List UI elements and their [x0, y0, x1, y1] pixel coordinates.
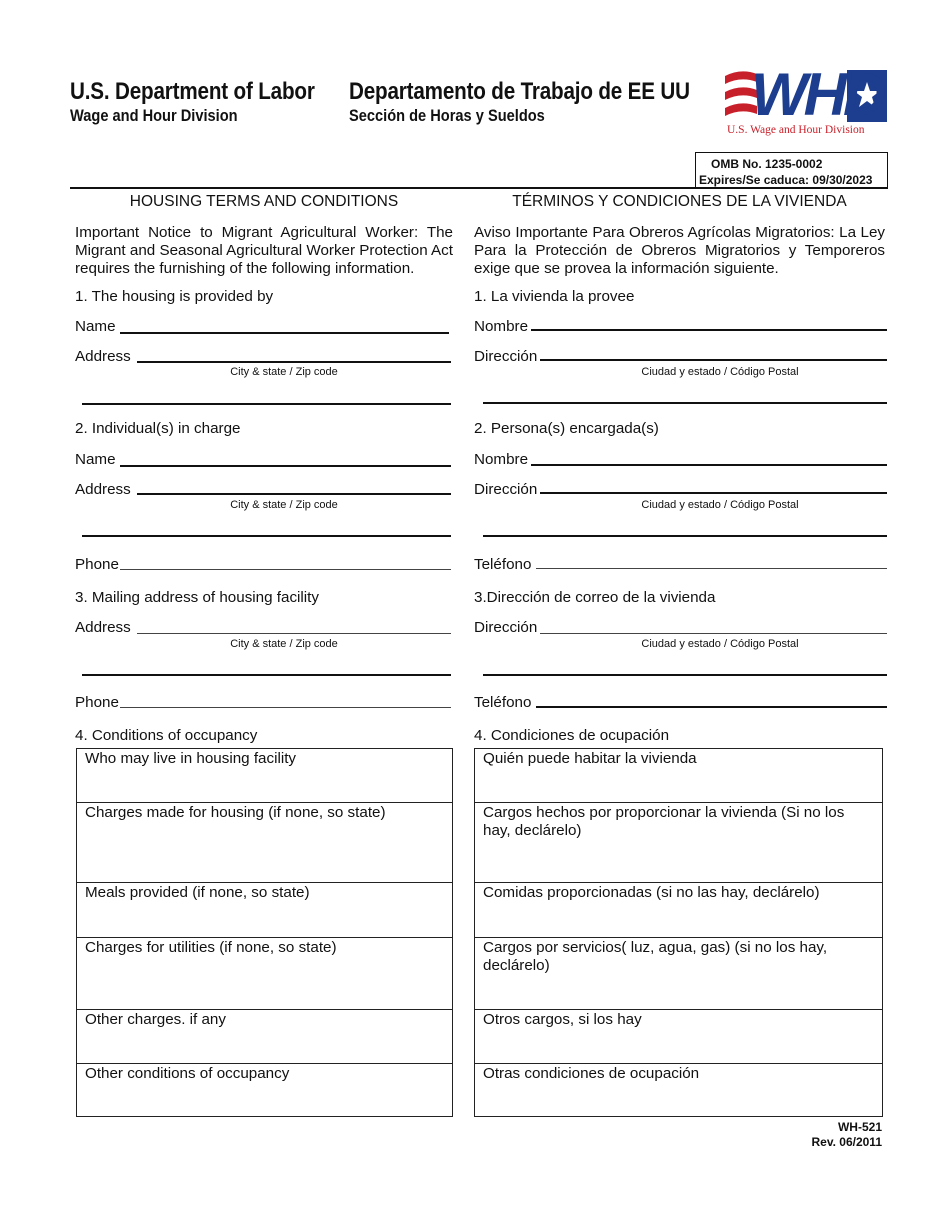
s3-address-label-es: Dirección — [474, 619, 538, 636]
division-en: Wage and Hour Division — [70, 106, 238, 125]
s2-address-label-en: Address — [75, 481, 131, 498]
header-rule — [70, 187, 888, 189]
form-number-block — [760, 1120, 882, 1150]
s1-address-label-es: Dirección — [474, 348, 538, 365]
s3-address-label-en: Address — [75, 619, 131, 636]
s2-address-field-en[interactable] — [137, 493, 451, 495]
condition-cell-es[interactable]: Cargos por servicios( luz, agua, gas) (si no los hay, declárelo) — [475, 938, 882, 1010]
whd-logo — [723, 61, 889, 142]
dept-title-es: Departamento de Trabajo de EE UU — [349, 78, 690, 105]
condition-cell-en[interactable]: Meals provided (if none, so state) — [77, 883, 452, 938]
s3-phone-label-en: Phone — [75, 694, 119, 711]
s3-city-field-es[interactable] — [483, 674, 887, 676]
s2-city-field-en[interactable] — [82, 535, 451, 537]
form-revision: Rev. 06/2011 — [811, 1135, 882, 1149]
s2-address-label-es: Dirección — [474, 481, 538, 498]
condition-cell-en[interactable]: Charges made for housing (if none, so state) — [77, 803, 452, 883]
s3-phone-field-en[interactable] — [120, 707, 451, 708]
s2-phone-field-es[interactable] — [536, 568, 887, 569]
condition-cell-en[interactable]: Other charges. if any — [77, 1010, 452, 1064]
s3-heading-es: 3.Dirección de correo de la vivienda — [474, 589, 716, 606]
s3-heading-en: 3. Mailing address of housing facility — [75, 589, 319, 606]
s2-name-label-en: Name — [75, 451, 116, 468]
s1-name-label-en: Name — [75, 318, 116, 335]
condition-cell-es[interactable]: Otras condiciones de ocupación — [483, 1065, 700, 1082]
s2-name-label-es: Nombre — [474, 451, 529, 468]
omb-box — [695, 152, 888, 189]
s3-city-field-en[interactable] — [82, 674, 451, 676]
s2-heading-en: 2. Individual(s) in charge — [75, 420, 241, 437]
condition-cell-en[interactable]: Charges for utilities (if none, so state) — [77, 938, 452, 1010]
s1-heading-es: 1. La vivienda la provee — [474, 288, 635, 305]
s1-heading-en: 1. The housing is provided by — [75, 288, 274, 305]
s3-caption-en: City & state / Zip code — [230, 638, 338, 650]
s2-caption-en: City & state / Zip code — [230, 499, 338, 511]
s3-address-field-en[interactable] — [137, 633, 451, 634]
dept-title-en: U.S. Department of Labor — [70, 78, 315, 105]
s1-name-label-es: Nombre — [474, 318, 529, 335]
omb-expires: Expires/Se caduca: 09/30/2023 — [699, 173, 873, 187]
s1-city-field-es[interactable] — [483, 402, 887, 404]
s2-caption-es: Ciudad y estado / Código Postal — [641, 499, 799, 511]
s2-phone-field-en[interactable] — [120, 569, 451, 570]
s1-name-field-en[interactable] — [120, 332, 449, 334]
condition-cell-en[interactable]: Who may live in housing facility — [77, 749, 452, 803]
s2-phone-label-en: Phone — [75, 556, 119, 573]
section-title-es: TÉRMINOS Y CONDICIONES DE LA VIVIENDA — [512, 193, 847, 210]
s2-phone-label-es: Teléfono — [474, 556, 532, 573]
division-es: Sección de Horas y Sueldos — [349, 106, 545, 125]
s2-address-field-es[interactable] — [540, 492, 887, 494]
s4-heading-en: 4. Conditions of occupancy — [75, 727, 258, 744]
s1-address-field-es[interactable] — [540, 359, 887, 361]
condition-cell-es[interactable]: Cargos hechos por proporcionar la vivienda (Si no los hay, declárelo) — [475, 803, 882, 883]
s1-address-label-en: Address — [75, 348, 131, 365]
notice-en: Important Notice to Migrant Agricultural Worker: The Migrant and Seasonal Agricultural Worker Protection Act requires the furnishing of the following information. — [75, 224, 453, 277]
s1-city-field-en[interactable] — [82, 403, 451, 405]
s1-name-field-es[interactable] — [531, 329, 887, 331]
s2-name-field-en[interactable] — [120, 465, 451, 467]
condition-cell-es[interactable]: Quién puede habitar la vivienda — [475, 749, 882, 803]
condition-cell-es[interactable]: Comidas proporcionadas (si no las hay, declárelo) — [475, 883, 882, 938]
conditions-table-es — [474, 748, 883, 1117]
omb-number: OMB No. 1235-0002 — [711, 157, 823, 171]
s3-phone-label-es: Teléfono — [474, 694, 532, 711]
s1-address-field-en[interactable] — [137, 361, 451, 363]
s4-heading-es: 4. Condiciones de ocupación — [474, 727, 670, 744]
s2-city-field-es[interactable] — [483, 535, 887, 537]
condition-cell-es[interactable]: Otros cargos, si los hay — [475, 1010, 882, 1064]
notice-es: Aviso Importante Para Obreros Agrícolas Migratorios: La Ley Para la Protección de Obreros Migratorios y Temporeros exige que se provea la información siguiente. — [474, 224, 885, 277]
s3-address-field-es[interactable] — [540, 633, 887, 634]
s1-caption-es: Ciudad y estado / Código Postal — [641, 366, 799, 378]
s1-caption-en: City & state / Zip code — [230, 366, 338, 378]
section-title-en: HOUSING TERMS AND CONDITIONS — [129, 193, 399, 210]
form-number: WH-521 — [837, 1120, 882, 1134]
s2-heading-es: 2. Persona(s) encargada(s) — [474, 420, 659, 437]
s2-name-field-es[interactable] — [531, 464, 887, 466]
s3-caption-es: Ciudad y estado / Código Postal — [641, 638, 799, 650]
condition-cell-en[interactable]: Other conditions of occupancy — [85, 1065, 290, 1082]
logo-tagline: U.S. Wage and Hour Division — [727, 124, 865, 136]
conditions-table-en — [76, 748, 453, 1117]
logo-letters: WHD — [751, 61, 883, 128]
s3-phone-field-es[interactable] — [536, 706, 887, 708]
